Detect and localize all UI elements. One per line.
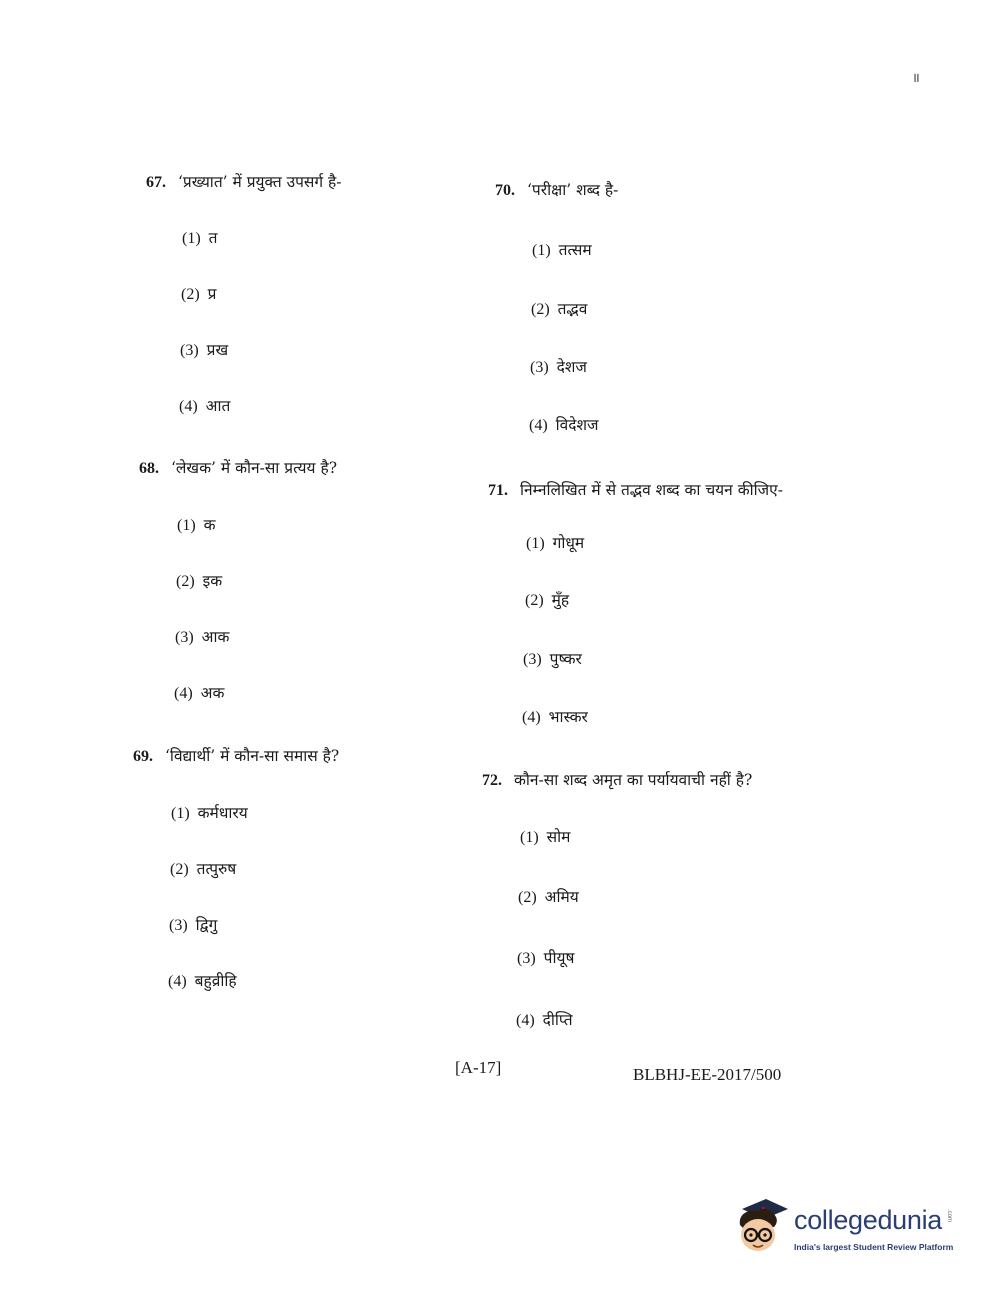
question-text: ‘लेखक’ में कौन-सा प्रत्यय है? [171,459,338,477]
page-mark: ॥ [912,71,920,86]
question-text: कौन-सा शब्द अमृत का पर्यायवाची नहीं है? [514,771,753,789]
option: (3) पुष्कर [523,650,582,668]
mascot-icon [732,1195,792,1257]
question-text: निम्नलिखित में से तद्भव शब्द का चयन कीजिए- [520,481,783,499]
option: (3) प्रख [180,341,229,359]
option: (4) आत [179,397,231,415]
option: (4) अक [174,684,225,702]
option: (2) इक [176,572,223,590]
option: (3) आक [175,628,230,646]
option: (4) बहुव्रीहि [168,972,237,990]
question-number: 71. [488,482,508,499]
question-number: 68. [139,460,159,477]
option: (2) मुँह [525,591,570,609]
question-number: 69. [133,748,153,765]
question-number: 72. [482,772,502,789]
logo-tagline: India's largest Student Review Platform [794,1242,954,1252]
option: (2) तत्पुरुष [170,860,237,878]
question-number: 70. [495,182,515,199]
option: (3) देशज [530,358,587,376]
option: (2) प्र [181,285,217,303]
option: (1) क [177,516,216,534]
exam-code: BLBHJ-EE-2017/500 [633,1065,782,1084]
question-text: ‘प्रख्यात’ में प्रयुक्त उपसर्ग है- [178,173,342,191]
option: (4) विदेशज [529,416,599,434]
option: (2) तद्भव [531,300,588,318]
logo-name: collegedunia [794,1205,943,1235]
option: (1) कर्मधारय [171,804,248,822]
option: (3) द्विगु [169,916,218,934]
option: (1) सोम [520,828,571,846]
option: (2) अमिय [518,888,579,906]
option: (4) दीप्ति [516,1011,573,1029]
page-number: [A-17] [455,1058,502,1077]
option: (1) गोधूम [526,534,585,552]
option: (4) भास्कर [522,708,588,726]
question-number: 67. [146,174,166,191]
collegedunia-logo [732,1195,962,1265]
question-text: ‘परीक्षा’ शब्द है- [527,181,619,199]
option: (3) पीयूष [517,949,575,967]
logo-suffix: .com [946,1209,952,1223]
question-text: ‘विद्यार्थी’ में कौन-सा समास है? [165,747,340,765]
option: (1) तत्सम [532,241,592,259]
option: (1) त [182,229,218,247]
